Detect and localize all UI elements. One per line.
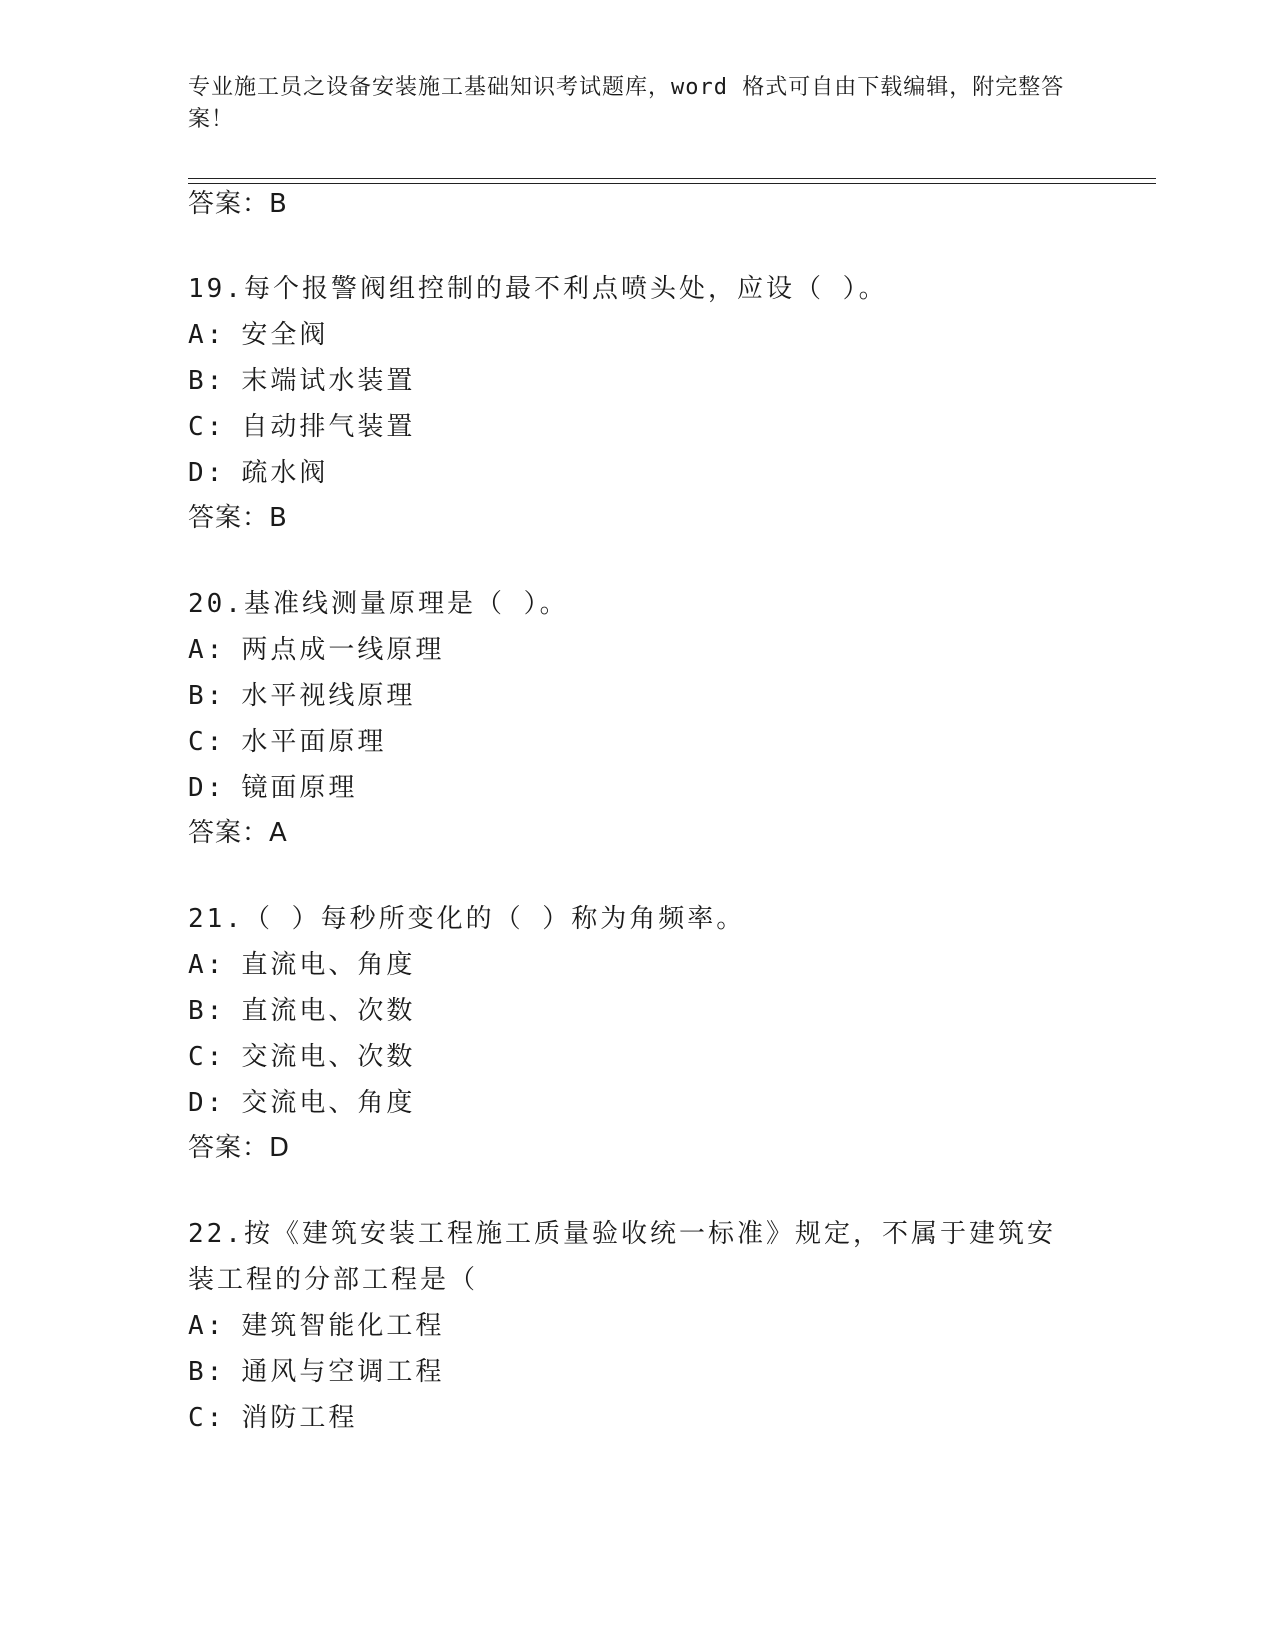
option-text: 直流电、次数 bbox=[241, 996, 416, 1026]
answer: 答案：B bbox=[188, 503, 288, 533]
option-key: C: bbox=[188, 412, 226, 442]
header-divider-bottom bbox=[188, 183, 1156, 184]
question-20 bbox=[188, 581, 1088, 849]
question-22 bbox=[188, 1211, 1068, 1441]
option-text: 建筑智能化工程 bbox=[241, 1311, 445, 1341]
option-a bbox=[188, 627, 1088, 673]
option-c bbox=[188, 404, 1088, 450]
option-text: 安全阀 bbox=[241, 320, 329, 350]
question-title: 19.每个报警阀组控制的最不利点喷头处，应设（ ）。 bbox=[188, 274, 888, 304]
option-a bbox=[188, 1303, 1068, 1349]
document-header: 专业施工员之设备安装施工基础知识考试题库，word 格式可自由下载编辑，附完整答案！ bbox=[188, 75, 1065, 132]
option-text: 末端试水装置 bbox=[241, 366, 416, 396]
option-text: 疏水阀 bbox=[241, 458, 329, 488]
option-b bbox=[188, 988, 1088, 1034]
option-key: C: bbox=[188, 727, 226, 757]
option-a bbox=[188, 942, 1088, 988]
option-c bbox=[188, 1395, 1068, 1441]
option-text: 消防工程 bbox=[241, 1403, 358, 1433]
option-key: D: bbox=[188, 773, 226, 803]
option-a bbox=[188, 312, 1088, 358]
option-c bbox=[188, 719, 1088, 765]
option-key: B: bbox=[188, 366, 226, 396]
option-b bbox=[188, 673, 1088, 719]
option-d bbox=[188, 1080, 1088, 1126]
option-d bbox=[188, 450, 1088, 496]
answer: 答案：A bbox=[188, 818, 288, 848]
answer: 答案：D bbox=[188, 1133, 291, 1163]
option-key: B: bbox=[188, 681, 226, 711]
answer-18: 答案：B bbox=[188, 189, 288, 219]
option-text: 水平视线原理 bbox=[241, 681, 416, 711]
option-key: A: bbox=[188, 1311, 226, 1341]
option-key: A: bbox=[188, 635, 226, 665]
question-21 bbox=[188, 896, 1088, 1164]
option-text: 交流电、角度 bbox=[241, 1088, 416, 1118]
question-title: 22.按《建筑安装工程施工质量验收统一标准》规定，不属于建筑安装工程的分部工程是（ bbox=[188, 1219, 1056, 1295]
option-key: A: bbox=[188, 950, 226, 980]
option-key: B: bbox=[188, 996, 226, 1026]
option-d bbox=[188, 765, 1088, 811]
option-key: D: bbox=[188, 458, 226, 488]
option-key: B: bbox=[188, 1357, 226, 1387]
option-key: A: bbox=[188, 320, 226, 350]
option-text: 通风与空调工程 bbox=[241, 1357, 445, 1387]
option-text: 两点成一线原理 bbox=[241, 635, 445, 665]
option-b bbox=[188, 1349, 1068, 1395]
option-text: 水平面原理 bbox=[241, 727, 387, 757]
option-text: 镜面原理 bbox=[241, 773, 358, 803]
header-divider-top bbox=[188, 178, 1156, 179]
option-text: 直流电、角度 bbox=[241, 950, 416, 980]
option-text: 自动排气装置 bbox=[241, 412, 416, 442]
option-b bbox=[188, 358, 1088, 404]
question-19 bbox=[188, 266, 1088, 534]
option-key: C: bbox=[188, 1403, 226, 1433]
question-title: 21.（ ）每秒所变化的（ ）称为角频率。 bbox=[188, 904, 746, 934]
option-c bbox=[188, 1034, 1088, 1080]
question-title: 20.基准线测量原理是（ ）。 bbox=[188, 589, 569, 619]
option-text: 交流电、次数 bbox=[241, 1042, 416, 1072]
option-key: D: bbox=[188, 1088, 226, 1118]
option-key: C: bbox=[188, 1042, 226, 1072]
